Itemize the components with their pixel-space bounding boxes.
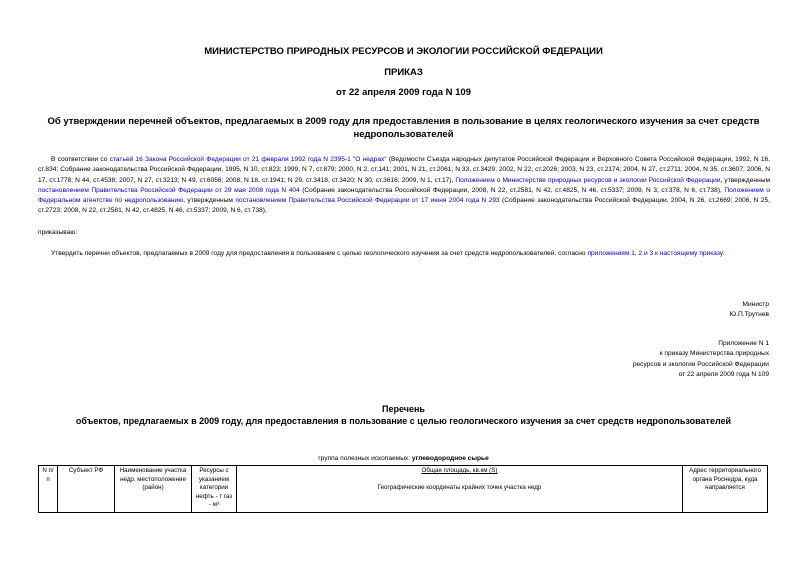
signature-block [730, 300, 769, 321]
resolution-293-link[interactable]: постановлением Правительства Российской Федерации от 17 июня 2004 года N 293 [235, 197, 500, 205]
list-title-line-2: объектов, предлагаемых в 2009 году, для предоставления в пользование с целью геологического изучения за счет средств недропользователей [75, 416, 732, 426]
table-header-row [39, 466, 768, 513]
preamble-text-4: (Собрание законодательства Российской Федерации, 2008, N 22, ст.2581, N 42, ст.4825, N 46, ст.5337; 2009, N 3, ст.378, N 6, ст.738), [299, 186, 725, 194]
directive-paragraph [38, 249, 770, 259]
signature-name: Ю.П.Трутнев [729, 311, 769, 319]
preamble-text-5: , утвержденным [183, 197, 236, 205]
doc-date-number: от 22 апреля 2009 года N 109 [336, 87, 471, 98]
preamble-text-1: В соответствии со [51, 156, 110, 163]
col-subject: Субъект РФ [58, 466, 115, 513]
preamble-paragraph [38, 155, 770, 217]
col-coordinates: Географические координаты крайних точек участка недр [377, 483, 542, 491]
appendix-number: Приложение N 1 [718, 340, 769, 347]
col-total-area: Общая площадь, кв.км (S) [421, 467, 498, 474]
ministry-regulation-link[interactable]: Положением о Министерстве природных ресурсов и экологии Российской Федерации [455, 176, 721, 184]
col-resources: Ресурсы с указанием категории нефть - т газ - м³ [192, 466, 237, 513]
doc-type-heading: ПРИКАЗ [384, 67, 423, 78]
preamble-text-3: , утвержденным [720, 176, 770, 184]
signature-role: Министр [742, 301, 769, 308]
appendices-link[interactable]: приложениям 1, 2 и 3 к настоящему приказу [587, 250, 723, 257]
directive-text: Утвердить перечни объектов, предлагаемых в 2009 году для предоставления в пользование с целью геологического изучения за счет средств недропользователей, согласно [51, 250, 588, 257]
order-word: приказываю: [38, 229, 78, 236]
col-rosnedra-address: Адрес территориального органа Роснедра, куда направляется [683, 466, 768, 513]
col-number: N п/п [39, 466, 58, 513]
directive-text-end: . [722, 250, 725, 257]
mineral-group [0, 455, 807, 462]
appendix-ref-2: ресурсов и экологии Российской Федерации [632, 360, 769, 368]
objects-table [38, 465, 768, 513]
mineral-group-value: углеводородное сырье [411, 455, 489, 462]
preamble-text-6: (Собрание законодательства Российской Федерации, 2004, N 26, ст.2669; 2006, N 25, ст.2723; 2008, N 22, ст.2581, N 42, ст.4825, N 46, ст.5337; 2009, N 6, ст.738), [38, 197, 770, 215]
list-title [0, 404, 807, 426]
appendix-block [633, 339, 769, 380]
preamble-text-2: (Ведомости Съезда народных депутатов Российской Федерации и Верховного Совета Российской Федерации, 1992, N 16, ст.834; Собрание законодательства Российской Федерации, 1995, N 10, ст.823; 1999, N 7, ст.879; 2000, N 2, ст.141; 2001, N 21, ст.2061; N 33, ст.3429; 2002, N 22, ст.2026; 2003, N 23, ст.2174; 2004, N 27, ст.2711; 2004, N 35, ст.3607; 2006, N 17, ст.1778; N 44, ст.4538; 2007, N 27, ст.3213; N 49, ст.6056; 2008, N 18, ст.1941; N 29, ст.3418, ст.3420; N 30, ст.3616; 2009, N 1, ст.17), [38, 156, 771, 184]
list-title-line-1: Перечень [382, 404, 425, 414]
order-title [0, 116, 807, 140]
ministry-heading: МИНИСТЕРСТВО ПРИРОДНЫХ РЕСУРСОВ И ЭКОЛОГИИ РОССИЙСКОЙ ФЕДЕРАЦИИ [204, 46, 603, 57]
order-title-line-1: Об утверждении перечней объектов, предлагаемых в 2009 году для предоставления в пользование в целях геологического изучения за счет средств [47, 116, 760, 127]
resolution-404-link[interactable]: постановлением Правительства Российской Федерации от 29 мая 2008 года N 404 [38, 186, 300, 194]
appendix-ref-3: от 22 апреля 2009 года N 109 [678, 370, 769, 378]
mineral-group-label: группа полезных ископаемых: [318, 455, 412, 462]
col-area-name: Наименование участка недр, местоположение (район) [115, 466, 192, 513]
appendix-ref-1: к приказу Министерства природных [659, 350, 769, 358]
law-article-16-link[interactable]: статьей 16 Закона Российской Федерации от 21 февраля 1992 года N 2395-1 "О недрах" [109, 156, 387, 163]
order-title-line-2: недропользователей [353, 129, 454, 140]
col-area-coords [237, 466, 683, 513]
agency-regulation-link[interactable]: Положением о Федеральном агентстве по недропользованию [38, 186, 770, 205]
